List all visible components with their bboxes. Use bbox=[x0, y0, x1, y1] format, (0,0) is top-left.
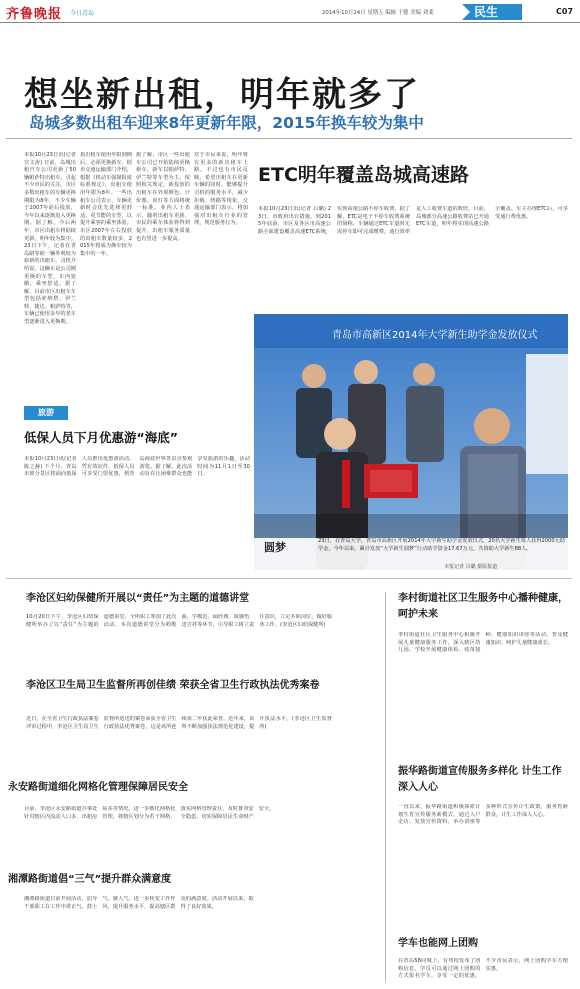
lead-subheadline: 岛城多数出租车迎来8年更新年限，2015年换车较为集中 bbox=[29, 114, 424, 132]
story-e-body: 李村街道社区卫生服务中心积极开展儿童健康服务工作，深入辖区幼儿园、学校开展健康体检、疫苗接种、健康知识讲座等活动，普及健康知识，呵护儿童健康成长。 bbox=[398, 632, 568, 654]
masthead-logo: 齐鲁晚报 bbox=[6, 7, 63, 22]
etc-headline: ETC明年覆盖岛城高速路 bbox=[258, 164, 469, 186]
section-divider bbox=[6, 578, 572, 579]
lead-column-4: 对于市民来说，明年将有更多的新出租车上路。不过也有市民反映，希望出租车在更新车辆的同时，能够提升司机的服务水平，减少拒载、绕路等现象。交通运输部门表示，将加强对出租车行业的管理，规范服务行为。 bbox=[194, 152, 248, 227]
story-b-body: 近日，在全省卫生行政执法案卷评审过程中，李沧区卫生局卫生监督所选送的案卷荣获全省卫生行政执法优秀案卷，这是该所连续第二年获此荣誉。近年来，该所不断加强执法规范化建设，提升执法水平。(李沧区卫生监督所) bbox=[26, 716, 332, 730]
page-number: C07 bbox=[556, 7, 574, 16]
lead-column-2: 指出租车使用年限到期后，必须更换新车。据市交通运输部门介绍，根据《机动车强制报废标准规定》，出租车使用年限为8年。一些出租车公司表示，车辆更新时会优先选择更舒适、更节能的车型，以提升乘客的乘坐体验。市区2007年左右投放的出租车数量较多，2015年将成为换车较为集中的一年。 bbox=[80, 152, 132, 257]
lead-headline: 想坐新出租，明年就多了 bbox=[24, 75, 420, 115]
story-g-headline: 学车也能网上团购 bbox=[398, 938, 478, 949]
tourism-headline: 低保人员下月优惠游“海底” bbox=[24, 430, 178, 445]
story-a-body: 10月20日下午，李沧区妇幼保健所举办了以“责任”为主题的道德讲堂，全所职工参加了此次活动。本次道德讲堂分为唱歌曲、学模范、诵经典、谈感悟、送吉祥等环节，引导职工树立责任意识，立足本职岗位，做好服务工作。(李沧区妇幼保健所) bbox=[26, 614, 332, 628]
story-f-body: 一直以来，振华路街道积极探索计划生育宣传服务新模式，通过入户走访、发放宣传资料、举办讲座等多种形式宣传计生政策，服务育龄群众，计生工作深入人心。 bbox=[398, 804, 568, 826]
lead-column-1: 本报10月23日讯(记者 宫文涛) 日前，岛城出租汽车公司更新了50辆帕萨特出租车，引起不少市民的关注。市区多数出租车的车辆更换期限为8年，不少车辆于2007年前后投放，今年以来逐渐进入更换期。据了解，今后两年，市区出租车将陆续更新，明年较为集中。 23日下午，记者在青岛路等候一辆外观较为崭新的出租车。司机介绍说，这辆车是公司刚更换的车型，车内宽敞，乘坐舒适。据了解，目前市区出租车车型包括索纳塔、伊兰特、捷达、帕萨特等，车辆已使用多年的老车型逐渐进入更换期。 bbox=[24, 152, 76, 326]
story-g-body: 在青岛58同城上，有驾校发布了团购信息，学员可以通过网上团购的方式报名学车，享受一定的优惠。不少市民表示，网上团购学车方便实惠。 bbox=[398, 958, 568, 980]
photo-banner-text: 青岛市高新区2014年大学新生助学金发放仪式 bbox=[332, 330, 538, 341]
etc-body: 本报10月23日讯(记者 吕璐) 23日，市政府出台措施，到2015年底前，市区及各区市高速公路全面建设覆盖高速ETC系统，实现高速公路不停车收费。据了解，ETC是电子不停车收费系统的简称，车辆通过ETC车道时无需停车即可完成缴费，通行效率是人工收费车道的数倍。目前，岛城部分高速公路收费站已开通ETC车道，明年将实现高速公路全覆盖。车主办理ETC后，可享受通行费优惠。 bbox=[258, 206, 568, 235]
news-photo bbox=[254, 314, 568, 570]
section-tag-notch bbox=[462, 4, 470, 20]
award-ceremony-photo bbox=[254, 314, 568, 570]
tourism-kicker: 旅游 bbox=[24, 406, 68, 420]
story-a-headline: 李沧区妇幼保健所开展以“责任”为主题的道德讲堂 bbox=[26, 593, 250, 604]
story-c-body: 目前，李沧区永安路街道办事处针对辖区内流动人口多、出租房屋多等情况，进一步细化网格化管理，将辖区划分为若干网格，落实网格管理责任，及时排查安全隐患，切实保障居民生命财产安全。 bbox=[24, 806, 275, 820]
section-name: 民生 bbox=[474, 5, 499, 19]
story-f-headline: 振华路街道宣传服务多样化 计生工作深入人心 bbox=[398, 766, 562, 793]
story-d-headline: 湘潭路街道倡“三气”提升群众满意度 bbox=[8, 874, 172, 885]
headline-divider bbox=[6, 138, 572, 139]
edition-label: 今日青岛 bbox=[70, 10, 95, 17]
column-divider bbox=[385, 592, 386, 982]
story-e-headline: 李村街道社区卫生服务中心播种健康，呵护未来 bbox=[398, 593, 568, 620]
photo-caption-title: 圆梦 bbox=[264, 541, 286, 554]
tourism-body: 本报10月23日讯(记者 陈之赫) 下个月，青岛市部分景区将面向低保人员推出优惠游活动。凭有效证件，低保人员可享受门票优惠，到青岛海底世界等景点参观游览。据了解，此次活动旨在让困难群众也能享受旅游的乐趣，活动时间为11月1日至30日。 bbox=[24, 456, 250, 478]
story-d-body: 湘潭路街道日前开展活动，倡导干部职工在工作中讲正气、鼓士气、聚人气，进一步转变工作作风，提升服务水平，提高辖区群众的满意度。活动开展以来，取得了良好效果。 bbox=[24, 896, 254, 910]
lead-column-3: 据了解，市区一些出租车公司已开始陆续更换新车，新车以帕萨特、伊兰特等车型为主。按照相关规定，新投放的出租车在外观颜色、计价器、顶灯等方面将统一标准。业内人士表示，随着出租车更新，市民的乘车体验将得到提升，出租车服务质量也有望进一步提高。 bbox=[136, 152, 190, 242]
story-c-headline: 永安路街道细化网格化管理保障居民安全 bbox=[8, 782, 188, 793]
story-b-headline: 李沧区卫生局卫生监督所再创佳绩 荣获全省卫生行政执法优秀案卷 bbox=[26, 680, 320, 691]
date-editor-line: 2014年10月24日 星期五 编辑 于健 美编 刘斐 bbox=[322, 10, 434, 16]
photo-credit: 本报记者 吕璐 摄影报道 bbox=[444, 564, 498, 570]
photo-caption: 23日，在青岛大学，青岛市高新区开展2014年大学新生助学金发放仪式，20名大学新生每人获得2000元助学金，今年以来，累计发放“大学新生圆梦”行动助学资金17.67万元，共资助大学新生88人。 bbox=[318, 538, 566, 552]
